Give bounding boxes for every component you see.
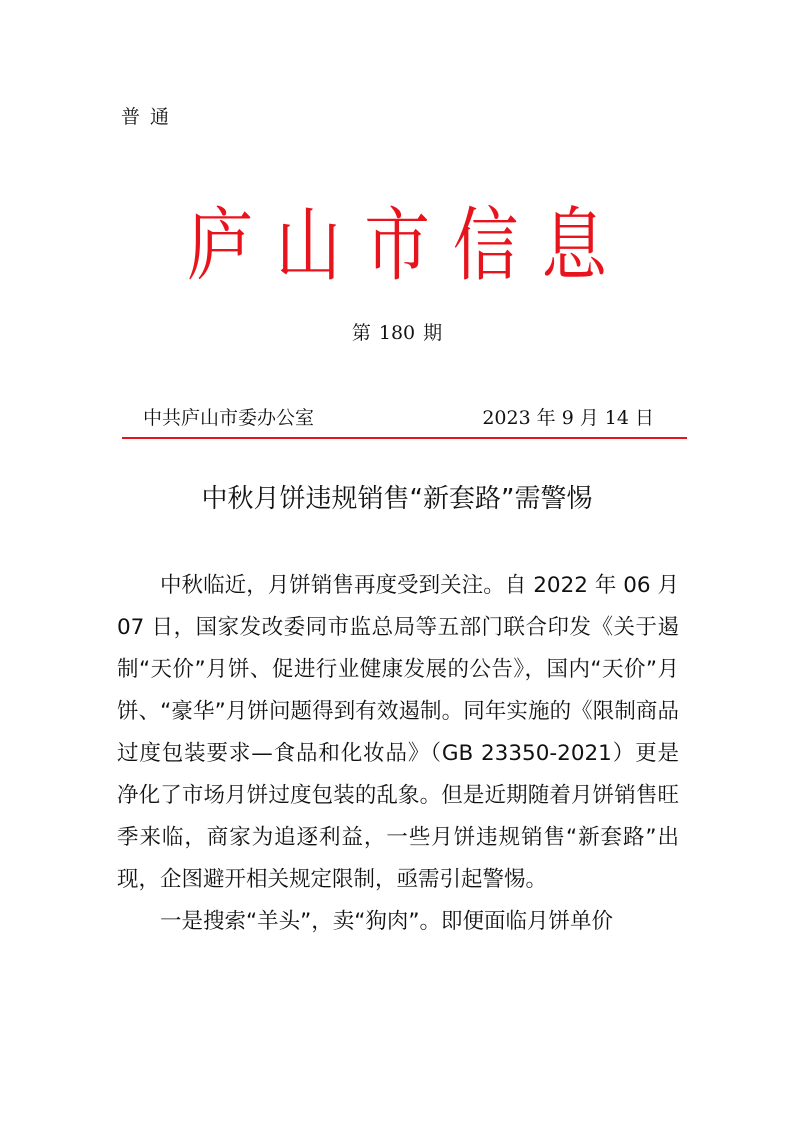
article-body: [117, 565, 679, 943]
publication-date: [479, 405, 657, 431]
issue-number: [0, 320, 794, 346]
date-day: 14: [604, 407, 629, 429]
date-year-unit: 年: [536, 407, 556, 429]
date-month: 9: [561, 407, 574, 429]
issue-value: 180: [378, 322, 416, 344]
date-month-unit: 月: [579, 407, 599, 429]
article-title: 中秋月饼违规销售“新套路”需警惕: [201, 484, 593, 514]
issue-suffix: 期: [423, 322, 443, 344]
date-year: 2023: [482, 407, 531, 429]
body-paragraph: 中秋临近，月饼销售再度受到关注。自 2022 年 06 月 07 日，国家发改委同市监总局等五部门联合印发《关于遏制“天价”月饼、促进行业健康发展的公告》，国内“天价”月饼、“豪华”月饼问题得到有效遏制。同年实施的《限制商品过度包装要求—食品和化妆品》（GB 23350-2021）更是净化了市场月饼过度包装的乱象。但是近期随着月饼销售旺季来临，商家为追逐利益，一些月饼违规销售“新套路”出现，企图避开相关规定限制，亟需引起警惕。: [117, 573, 679, 892]
issue-prefix: 第: [351, 322, 371, 344]
masthead-title: 庐山市信息: [187, 199, 630, 292]
date-day-unit: 日: [634, 407, 654, 429]
body-paragraph: 一是搜索“羊头”，卖“狗肉”。即便面临月饼单价: [160, 909, 614, 934]
publisher: 中共庐山市委办公室: [143, 407, 315, 429]
header-divider: [122, 437, 687, 439]
document-classification: 普通: [121, 106, 180, 128]
